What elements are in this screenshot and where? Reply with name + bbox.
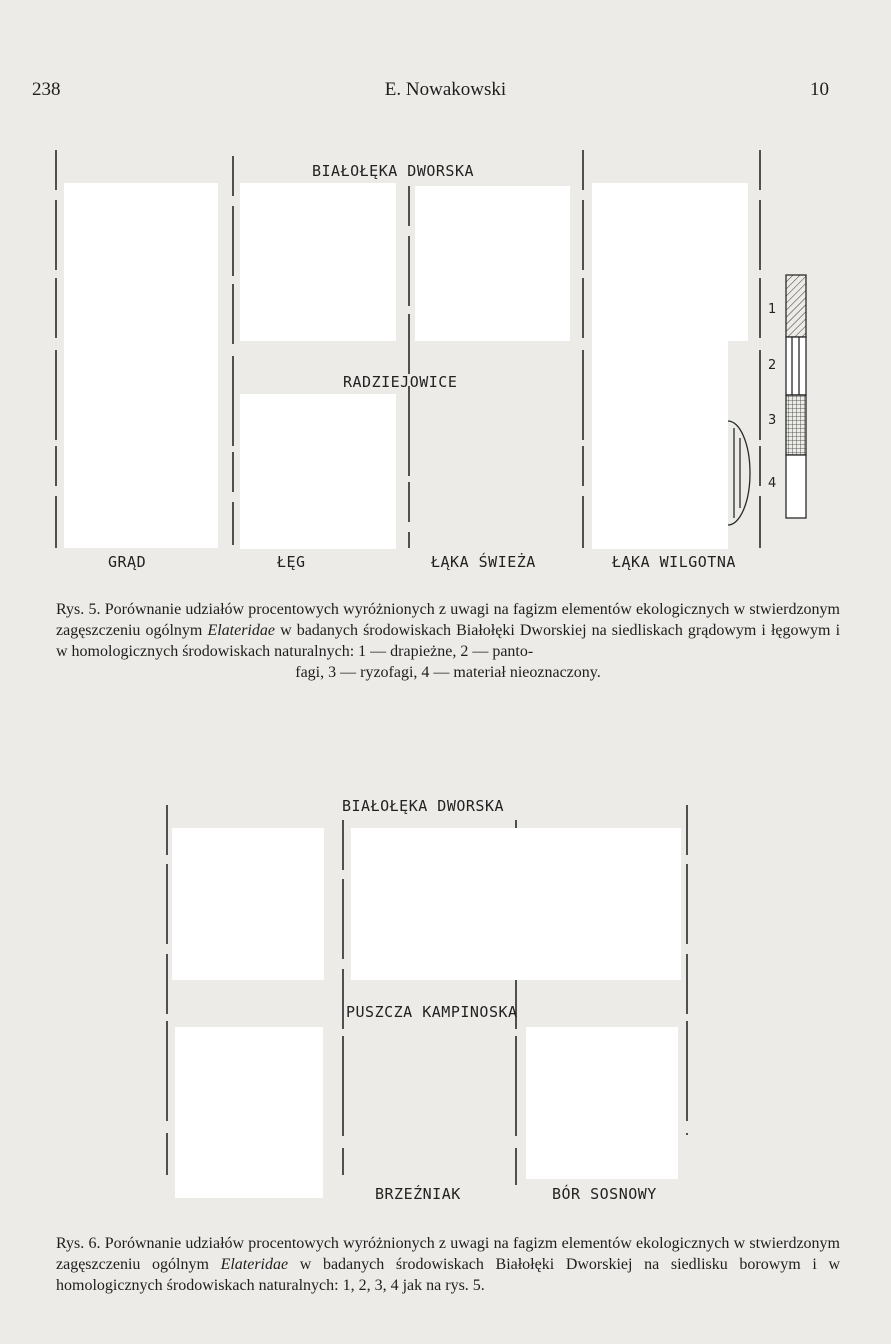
fig5-site-label-radziejowice: RADZIEJOWICE bbox=[343, 373, 458, 391]
fig5-habitat-label-laka-swieza: ŁĄKA ŚWIEŻA bbox=[431, 553, 536, 571]
fig5-legend-number-1: 1 bbox=[768, 302, 777, 317]
fig5-site-label-bialoleka: BIAŁOŁĘKA DWORSKA bbox=[312, 162, 475, 180]
fig5-caption-text-2: w badanych środowiskach Białołęki Dworskiej na siedliskach grądowym i łęgowym i w homologicznych środowiskach naturalnych: 1 — drapieżne, 2 — panto- bbox=[56, 622, 841, 660]
fig5-caption-last-line: fagi, 3 — ryzofagi, 4 — materiał nieoznaczony. bbox=[295, 664, 601, 681]
fig5-caption-label: Rys. 5. bbox=[56, 601, 101, 618]
fig5-habitat-label-leg: ŁĘG bbox=[277, 553, 306, 571]
section-number: 10 bbox=[810, 79, 829, 100]
page-number: 238 bbox=[32, 79, 61, 100]
fig6-caption-text-1: Porównanie udziałów procentowych wyróżnionych z uwagi na fagizm elementów ekologicznych w stwierdzonym zagęszczeniu ogólnym bbox=[56, 1235, 841, 1273]
fig5-caption-text-1: Porównanie udziałów procentowych wyróżnionych z uwagi na fagizm elementów ekologicznych w stwierdzonym zagęszczeniu ogólnym bbox=[56, 601, 841, 639]
fig5-legend-number-4: 4 bbox=[768, 476, 777, 491]
fig6-caption-taxon: Elateridae bbox=[220, 1256, 289, 1273]
fig5-caption-taxon: Elateridae bbox=[207, 622, 275, 639]
fig5-legend-number-3: 3 bbox=[768, 413, 777, 428]
fig6-habitat-label-brzezniak: BRZEŹNIAK bbox=[375, 1185, 461, 1203]
fig6-panel-bor-sosnowy-kampinos bbox=[526, 1027, 678, 1179]
running-head-author: E. Nowakowski bbox=[384, 79, 507, 100]
fig6-habitat-label-bor-sosnowy: BÓR SOSNOWY bbox=[552, 1185, 657, 1203]
fig5-habitat-label-laka-wilgotna: ŁĄKA WILGOTNA bbox=[612, 553, 736, 571]
fig6-panel-brzezniak-bialoleka bbox=[172, 828, 324, 980]
fig6-panel-bor-sosnowy-bialoleka bbox=[351, 828, 681, 980]
fig6-caption-text-2: w badanych środowiskach Białołęki Dworskiej na siedlisku borowym i w homologicznych środowiskach naturalnych: 1, 2, 3, 4 jak na rys. 5. bbox=[56, 1256, 840, 1294]
fig5-legend-number-2: 2 bbox=[768, 358, 777, 373]
fig6-site-label-bialoleka: BIAŁOŁĘKA DWORSKA bbox=[342, 797, 505, 815]
fig6-panel-brzezniak-kampinos bbox=[175, 1027, 323, 1198]
fig6-caption bbox=[56, 1233, 840, 1296]
fig6-caption-label: Rys. 6. bbox=[56, 1235, 101, 1252]
fig5-habitat-label-grad: GRĄD bbox=[108, 553, 147, 571]
fig6-site-label-puszcza-kampinoska: PUSZCZA KAMPINOSKA bbox=[346, 1003, 518, 1021]
